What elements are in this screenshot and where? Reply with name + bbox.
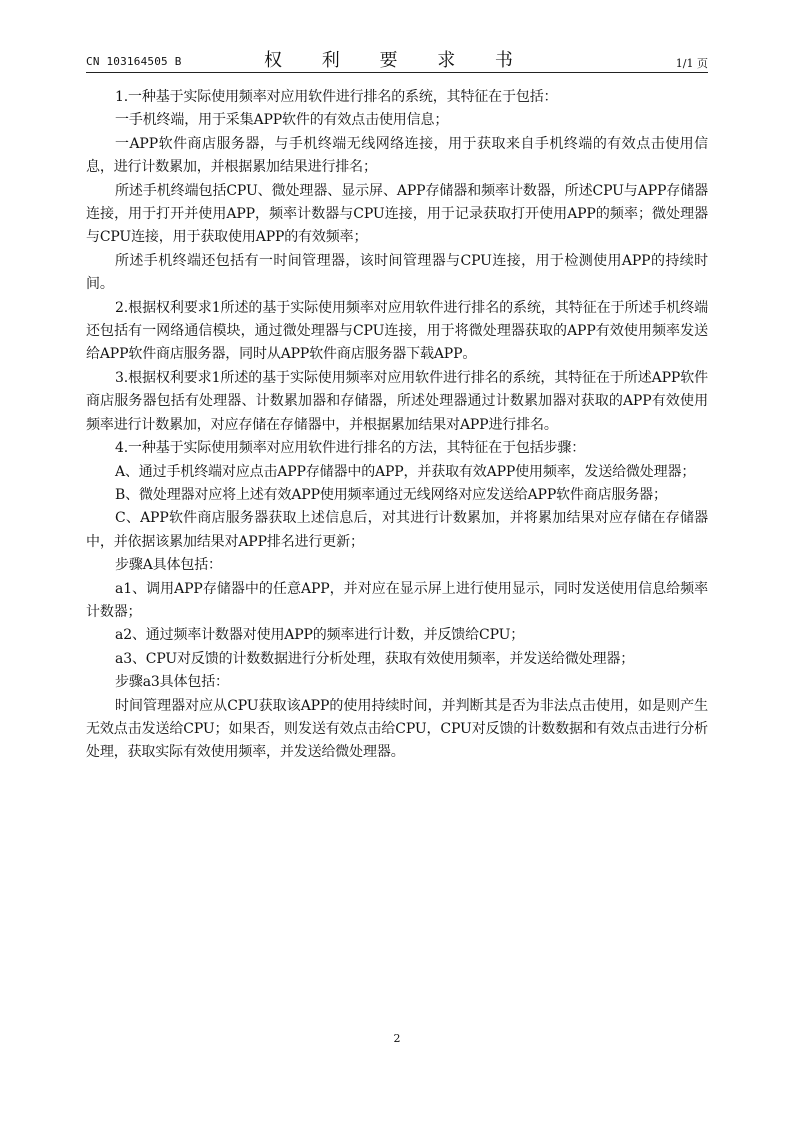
claim-paragraph: A、通过手机终端对应点击APP存储器中的APP，并获取有效APP使用频率，发送给微处理器； [115, 463, 696, 480]
page-number: 2 [393, 1032, 401, 1045]
page-header [86, 44, 708, 73]
publication-number: CN 103164505 B [86, 55, 182, 68]
claim-paragraph: 步骤A具体包括： [115, 557, 222, 574]
claim-paragraph: 所述手机终端包括CPU、微处理器、显示屏、APP存储器和频率计数器，所述CPU与APP存储器连接，用于打开并使用APP，频率计数器与CPU连接，用于记录获取打开使用APP的频率；微处理器与CPU连接，用于获取使用APP的有效频率； [86, 182, 708, 246]
claim-paragraph: 所述手机终端还包括有一时间管理器，该时间管理器与CPU连接，用于检测使用APP的持续时间。 [86, 252, 708, 293]
claim-paragraph: 步骤a3具体包括： [115, 674, 229, 691]
claim-paragraph: 一手机终端，用于采集APP软件的有效点击使用信息； [115, 112, 449, 129]
claim-paragraph: 4.一种基于实际使用频率对应用软件进行排名的方法，其特征在于包括步骤： [115, 440, 586, 457]
claim-paragraph: B、微处理器对应将上述有效APP使用频率通过无线网络对应发送给APP软件商店服务器； [115, 486, 667, 503]
claim-paragraph: 2.根据权利要求1所述的基于实际使用频率对应用软件进行排名的系统，其特征在于所述手机终端还包括有一网络通信模块，通过微处理器与CPU连接，用于将微处理器获取的APP有效使用频率发送给APP软件商店服务器，同时从APP软件商店服务器下载APP。 [86, 299, 708, 363]
claim-paragraph: a1、调用APP存储器中的任意APP，并对应在显示屏上进行使用显示，同时发送使用信息给频率计数器； [86, 580, 708, 620]
claim-paragraph: 一APP软件商店服务器，与手机终端无线网络连接，用于获取来自手机终端的有效点击使用信息，进行计数累加，并根据累加结果进行排名； [86, 135, 708, 176]
claims-body [86, 86, 708, 765]
claim-paragraph: 1.一种基于实际使用频率对应用软件进行排名的系统，其特征在于包括： [115, 89, 558, 105]
document-title: 权 利 要 求 书 [264, 50, 530, 71]
claim-paragraph: a2、通过频率计数器对使用APP的频率进行计数，并反馈给CPU； [115, 627, 525, 644]
claim-paragraph: a3、CPU对反馈的计数数据进行分析处理，获取有效使用频率，并发送给微处理器； [115, 650, 635, 667]
page-info: 1/1 页 [675, 57, 708, 70]
claim-paragraph: 时间管理器对应从CPU获取该APP的使用持续时间，并判断其是否为非法点击使用，如是则产生无效点击发送给CPU；如果否，则发送有效点击给CPU，CPU对反馈的计数数据和有效点击进行分析处理，获取实际有效使用频率，并发送给微处理器。 [86, 697, 708, 761]
claim-paragraph: C、APP软件商店服务器获取上述信息后，对其进行计数累加，并将累加结果对应存储在存储器中，并依据该累加结果对APP排名进行更新； [86, 510, 708, 550]
claim-paragraph: 3.根据权利要求1所述的基于实际使用频率对应用软件进行排名的系统，其特征在于所述APP软件商店服务器包括有处理器、计数累加器和存储器，所述处理器通过计数累加器对获取的APP有效使用频率进行计数累加，对应存储在存储器中，并根据累加结果对APP进行排名。 [86, 369, 708, 433]
